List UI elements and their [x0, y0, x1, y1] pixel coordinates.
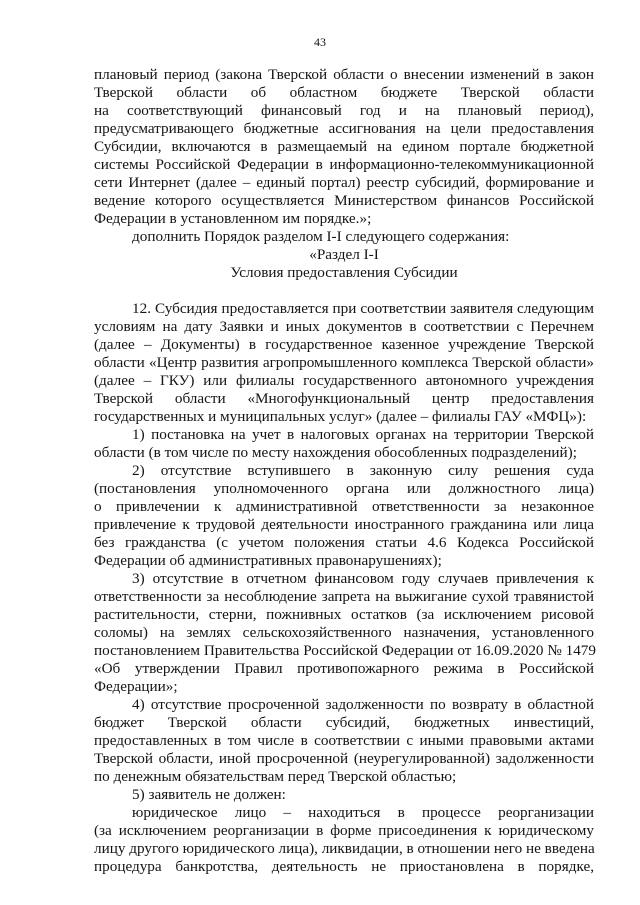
text-line: 5) заявитель не должен: [132, 786, 286, 803]
text-line: плановый период (закона Тверской области о внесении изменений в закон [94, 66, 594, 83]
text-line: Федерации об административных правонарушениях); [94, 552, 442, 569]
text-line: предоставленных в том числе в соответствии с иными правовыми актами [94, 732, 594, 749]
text-line: ведение которого осуществляется Министерством финансов Российской [94, 192, 594, 209]
text-line: системы Российской Федерации в информационно-телекоммуникационной [94, 156, 594, 173]
text-line: процедура банкротства, деятельность не приостановлена в порядке, [94, 858, 594, 875]
text-line: Субсидии, включаются в размещаемый на едином портале бюджетной [94, 138, 594, 155]
text-line: Тверской области «Многофункциональный центр предоставления [94, 390, 594, 407]
text-line: 1) постановка на учет в налоговых органах на территории Тверской [132, 426, 594, 443]
text-line: ответственности за несоблюдение запрета на выжигание сухой травянистой [94, 588, 594, 605]
text-line: Федерации»; [94, 678, 178, 695]
text-line: дополнить Порядок разделом I-I следующего содержания: [132, 228, 510, 245]
text-line: 12. Субсидия предоставляется при соответствии заявителя следующим [132, 300, 594, 317]
text-line: привлечение к трудовой деятельности иностранного гражданина или лица [94, 516, 594, 533]
text-line: лицу другого юридического лица), ликвидации, в отношении него не введена [94, 840, 595, 857]
text-line: Федерации в установленном им порядке.»; [94, 210, 372, 227]
text-line: сети Интернет (далее – единый портал) реестр субсидий, формирование и [94, 174, 594, 191]
text-line: (за исключением реорганизации в форме присоединения к юридическому [94, 822, 594, 839]
text-line: без гражданства (с учетом положения статьи 4.6 Кодекса Российской [94, 534, 594, 551]
section-title: Условия предоставления Субсидии [230, 264, 458, 281]
text-line: 3) отсутствие в отчетном финансовом году случаев привлечения к [132, 570, 594, 587]
text-line: Тверской области, иной просроченной (неурегулированной) задолженности [94, 750, 594, 767]
text-line: области «Центр развития агропромышленного комплекса Тверской области» [94, 354, 594, 371]
section-heading: «Раздел I-I [309, 246, 379, 263]
text-line: 4) отсутствие просроченной задолженности по возврату в областной [132, 696, 594, 713]
text-line: «Об утверждении Правил противопожарного режима в Российской [94, 660, 594, 677]
text-line: юридическое лицо – находиться в процессе реорганизации [132, 804, 594, 821]
text-line: предусматривающего бюджетные ассигнования на цели предоставления [94, 120, 594, 137]
text-line: Тверской области об областном бюджете Тверской области [94, 84, 594, 101]
text-line: растительности, стерни, пожнивных остатков (за исключением рисовой [94, 606, 594, 623]
text-line: постановлением Правительства Российской Федерации от 16.09.2020 № 1479 [94, 642, 596, 659]
text-line: бюджет Тверской области субсидий, бюджетных инвестиций, [94, 714, 594, 731]
text-line: по денежным обязательствам перед Тверской областью; [94, 768, 457, 785]
text-line: государственных и муниципальных услуг» (далее – филиалы ГАУ «МФЦ»): [94, 408, 587, 425]
text-line: (постановления уполномоченного органа или должностного лица) [94, 480, 594, 497]
text-line: 2) отсутствие вступившего в законную силу решения суда [132, 462, 594, 479]
page-number: 43 [314, 35, 326, 49]
text-line: о привлечении к административной ответственности за незаконное [94, 498, 594, 515]
text-line: (далее – ГКУ) или филиалы государственного автономного учреждения [94, 372, 594, 389]
text-line: на соответствующий финансовый год и на плановый период), [94, 102, 594, 119]
text-line: (далее – Документы) в государственное казенное учреждение Тверской [94, 336, 594, 353]
text-line: области (в том числе по месту нахождения обособленных подразделений); [94, 444, 577, 461]
text-line: соломы) на землях сельскохозяйственного назначения, установленного [94, 624, 594, 641]
text-line: условиям на дату Заявки и иных документов в соответствии с Перечнем [94, 318, 594, 335]
